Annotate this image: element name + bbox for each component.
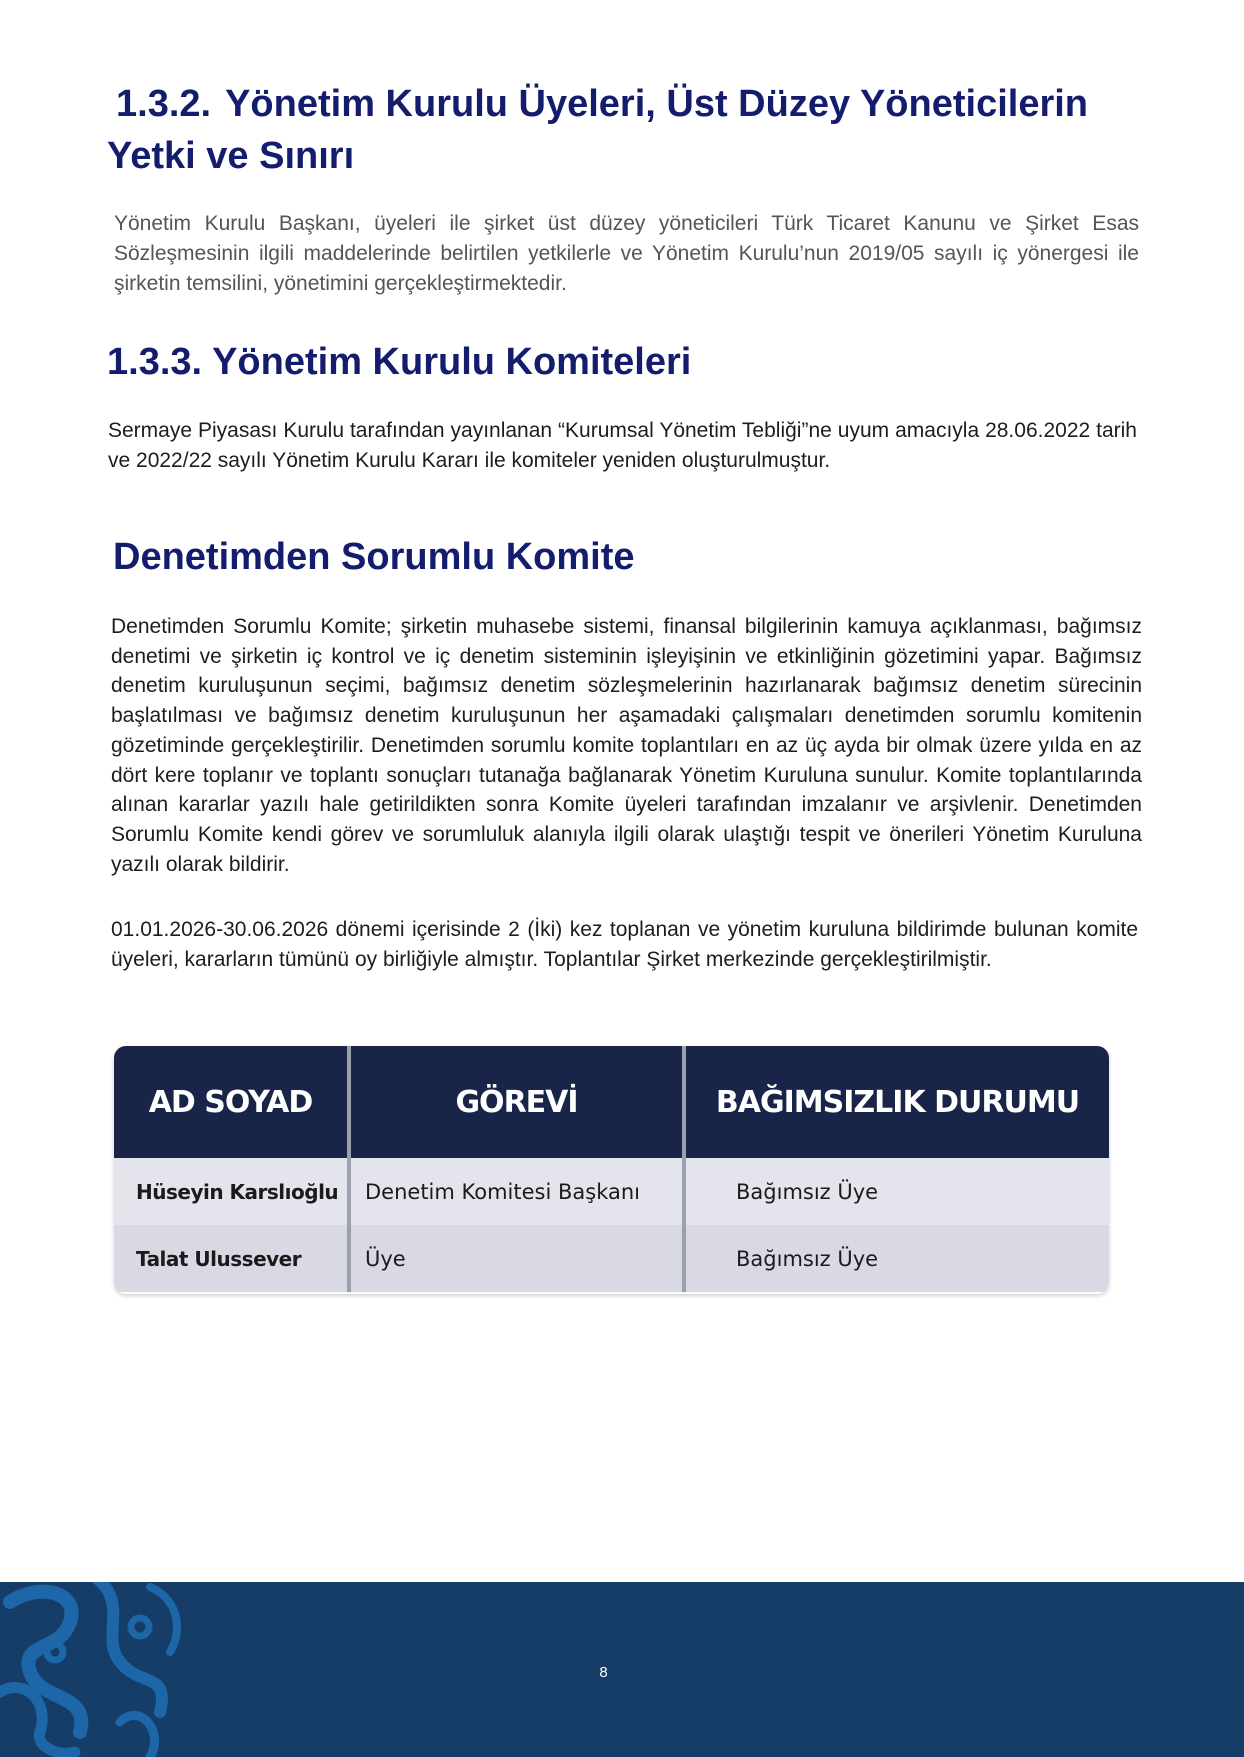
audit-committee-meetings: 01.01.2026-30.06.2026 dönemi içerisinde 2 (İki) kez toplanan ve yönetim kuruluna bildirimde bulunan komite üyeleri, kararların tümünü oy birliğiyle almıştır. Toplantılar Şirket merkezinde gerçekleştirilmiştir. xyxy=(111,918,1138,971)
column-header-role: GÖREVİ xyxy=(349,1046,684,1158)
page-footer xyxy=(0,1582,1244,1757)
table-row xyxy=(114,1158,1109,1225)
section-1-3-2-heading xyxy=(107,78,1107,182)
member-name: Hüseyin Karslıoğlu xyxy=(114,1158,349,1225)
member-role: Üye xyxy=(349,1225,684,1292)
heading-title: Yönetim Kurulu Komiteleri xyxy=(212,341,692,383)
member-independence: Bağımsız Üye xyxy=(684,1158,1109,1225)
audit-committee-heading: Denetimden Sorumlu Komite xyxy=(113,536,635,578)
table-row xyxy=(114,1225,1109,1292)
page-number: 8 xyxy=(599,1664,608,1681)
section-1-3-3-heading xyxy=(107,336,1107,388)
table-header-row xyxy=(114,1046,1109,1158)
section-number: 1.3.3. xyxy=(107,341,203,383)
heading-line-1: Yönetim Kurulu Üyeleri, Üst Düzey Yöneticilerin xyxy=(225,83,1089,125)
section-number: 1.3.2. xyxy=(116,83,212,125)
section-1-3-2-paragraph: Yönetim Kurulu Başkanı, üyeleri ile şirket üst düzey yöneticileri Türk Ticaret Kanunu ve Şirket Esas Sözleşmesinin ilgili maddelerinde belirtilen yetkilerle ve Yönetim Kurulu’nun 2019/05 sayılı iç yönergesi ile şirketin temsilini, yönetimini gerçekleştirmektedir. xyxy=(114,212,1139,295)
member-independence: Bağımsız Üye xyxy=(684,1225,1109,1292)
column-header-name: AD SOYAD xyxy=(114,1046,349,1158)
committee-members-table xyxy=(114,1046,1109,1294)
audit-committee-description: Denetimden Sorumlu Komite; şirketin muhasebe sistemi, finansal bilgilerinin kamuya açıklanması, bağımsız denetimi ve şirketin iç kontrol ve iç denetim sisteminin işleyişinin ve etkinliğinin gözetimini yapar. Bağımsız denetim kuruluşunun seçimi, bağımsız denetim sözleşmelerinin hazırlanarak bağımsız denetim sürecinin başlatılması ve bağımsız denetim kuruluşunun her aşamadaki çalışmaları denetimden sorumlu komitenin gözetiminde gerçekleştirilir. Denetimden sorumlu komite toplantıları en az üç ayda bir olmak üzere yılda en az dört kere toplanır ve toplantı sonuçları tutanağa bağlanarak Yönetim Kuruluna sunulur. Komite toplantılarında alınan kararlar yazılı hale getirildikten sonra Komite üyeleri tarafından imzalanır ve arşivlenir. Denetimden Sorumlu Komite kendi görev ve sorumluluk alanıyla ilgili olarak ulaştığı tespit ve önerileri Yönetim Kuruluna yazılı olarak bildirir. xyxy=(111,615,1142,876)
section-1-3-3-paragraph: Sermaye Piyasası Kurulu tarafından yayınlanan “Kurumsal Yönetim Tebliği”ne uyum amacıyla 28.06.2022 tarih ve 2022/22 sayılı Yönetim Kurulu Kararı ile komiteler yeniden oluşturulmuştur. xyxy=(108,419,1137,472)
heading-line-2: Yetki ve Sınırı xyxy=(107,135,355,177)
member-name: Talat Ulussever xyxy=(114,1225,349,1292)
member-role: Denetim Komitesi Başkanı xyxy=(349,1158,684,1225)
column-header-independence: BAĞIMSIZLIK DURUMU xyxy=(684,1046,1109,1158)
